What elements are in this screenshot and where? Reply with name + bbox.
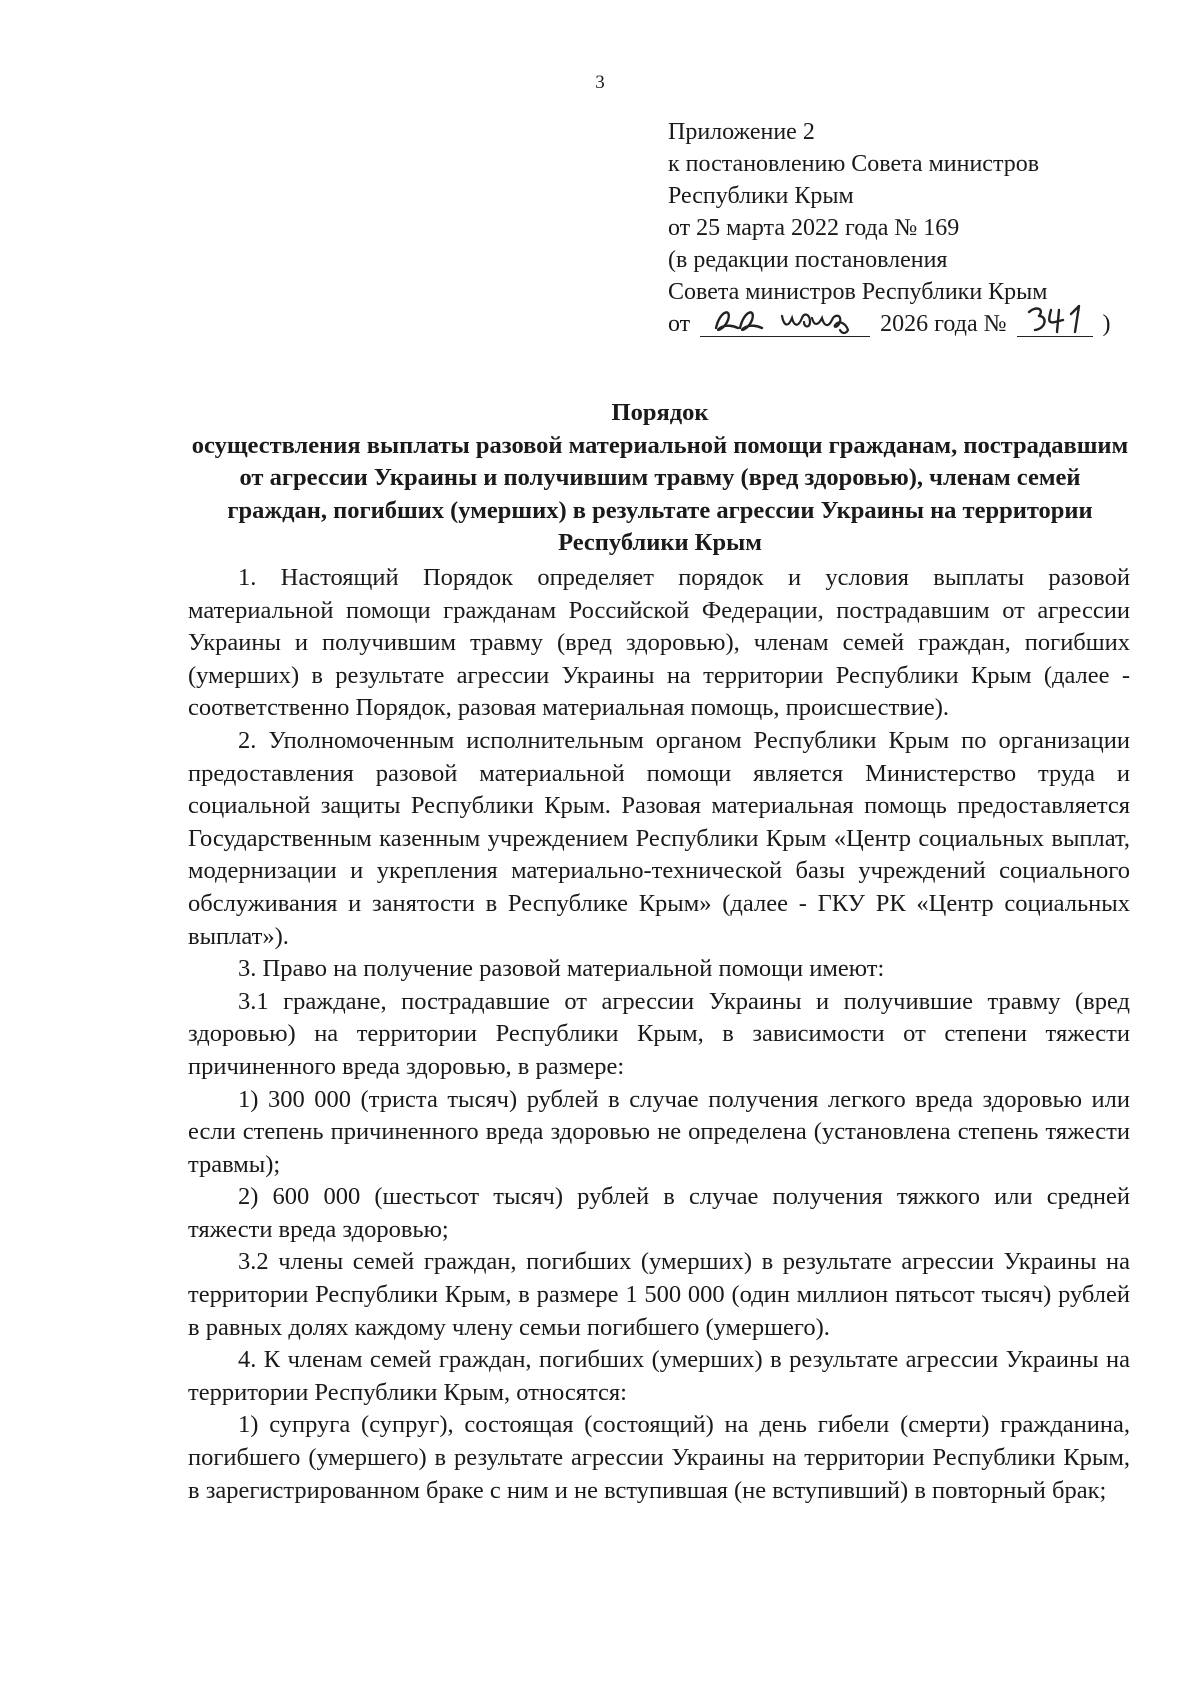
appendix-line: Республики Крым [668, 183, 854, 209]
paragraph: 2. Уполномоченным исполнительным органом Республики Крым по организации предоставления разовой материальной помощи является Министерство труда и социальной защиты Республики Крым. Разовая материальная помощь предоставляется Государственным казенным учреждением Республики Крым «Центр социальных выплат, модернизации и укрепления материально-технической базы учреждений социального обслуживания и занятости в Республике Крым» (далее - ГКУ РК «Центр социальных выплат»). [188, 726, 1130, 950]
title-heading: Порядок [611, 399, 709, 426]
paragraph: 1) супруга (супруг), состоящая (состоящий) на день гибели (смерти) гражданина, погибшего (умершего) в результате агрессии Украины на территории Республики Крым, в зарегистрированном браке с ним и не вступившая (не вступивший) в повторный брак; [188, 1411, 1130, 1504]
handwritten-number [1017, 310, 1093, 337]
paragraph: 3.1 граждане, пострадавшие от агрессии Украины и получившие травму (вред здоровью) на территории Республики Крым, в зависимости от степени тяжести причиненного вреда здоровью, в размере: [188, 987, 1130, 1080]
paragraph: 1. Настоящий Порядок определяет порядок и условия выплаты разовой материальной помощи гражданам Российской Федерации, пострадавшим от агрессии Украины и получившим травму (вред здоровью), членам семей граждан, погибших (умерших) в результате агрессии Украины на территории Республики Крым (далее - соответственно Порядок, разовая материальная помощь, происшествие). [188, 564, 1130, 722]
page-number: 3 [595, 72, 605, 93]
document-title [190, 397, 1130, 560]
paragraph: 4. К членам семей граждан, погибших (умерших) в результате агрессии Украины на территории Республики Крым, относятся: [188, 1346, 1130, 1406]
appendix-line: Приложение 2 [668, 119, 815, 145]
appendix-header [668, 116, 1111, 340]
paragraph: 1) 300 000 (триста тысяч) рублей в случае получения легкого вреда здоровью или если степень причиненного вреда здоровью не определена (установлена степень тяжести травмы); [188, 1085, 1130, 1178]
ot-label: от [668, 311, 691, 337]
paragraph: 3.2 члены семей граждан, погибших (умерших) в результате агрессии Украины на территории Республики Крым, в размере 1 500 000 (один миллион пятьсот тысяч) рублей в равных долях каждому члену семьи погибшего (умершего). [188, 1248, 1130, 1341]
appendix-amendment-line [668, 308, 1111, 340]
appendix-line: Совета министров Республики Крым [668, 279, 1048, 305]
close-paren: ) [1102, 311, 1111, 337]
paragraph: 2) 600 000 (шестьсот тысяч) рублей в случае получения тяжкого или средней тяжести вреда здоровью; [188, 1183, 1130, 1243]
handwritten-date [700, 310, 870, 337]
paragraph: 3. Право на получение разовой материальной помощи имеют: [238, 955, 885, 983]
document-body [188, 562, 1130, 1507]
year-number-label: 2026 года № [880, 311, 1007, 337]
appendix-line: от 25 марта 2022 года № 169 [668, 215, 960, 241]
appendix-line: к постановлению Совета министров [668, 151, 1040, 177]
title-subtitle: осуществления выплаты разовой материальной помощи гражданам, пострадавшим от агрессии Украины и получившим травму (вред здоровью), членам семей граждан, погибших (умерших) в результате агрессии Украины на территории Республики Крым [191, 431, 1129, 556]
appendix-line: (в редакции постановления [668, 247, 948, 273]
